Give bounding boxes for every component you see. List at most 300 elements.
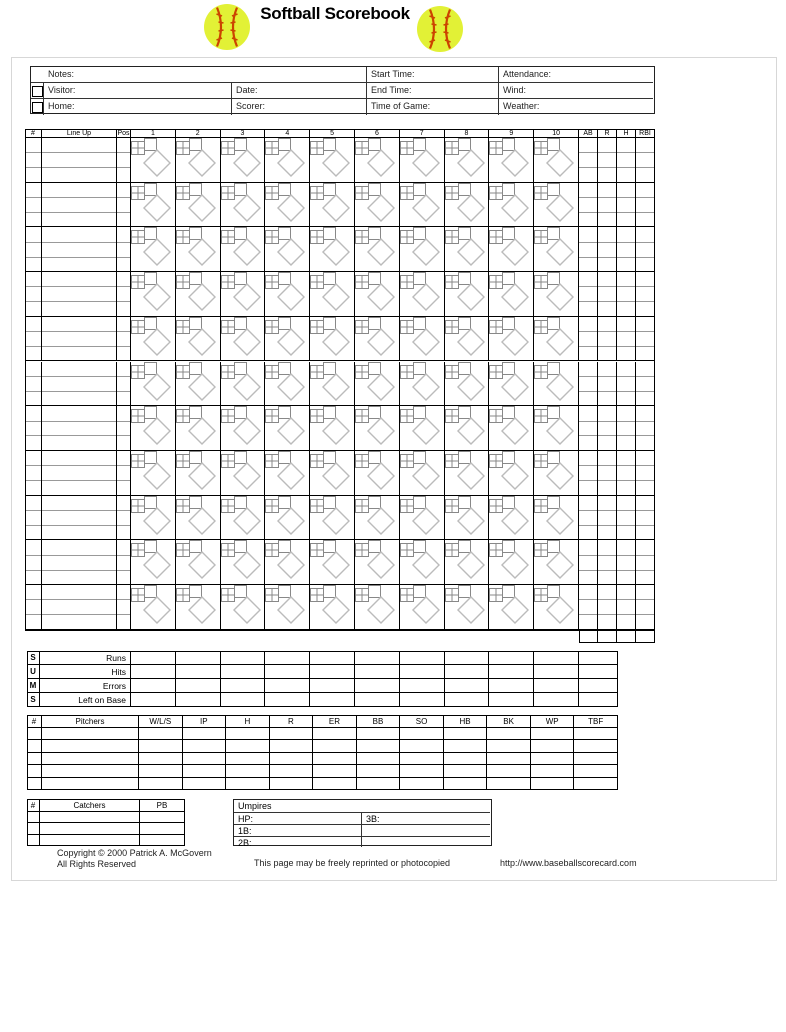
sub-row-line	[579, 152, 597, 153]
ab-cell	[579, 496, 598, 541]
col-header-10: 10	[534, 129, 579, 138]
sub-row-line	[117, 212, 130, 213]
sub-row-line	[636, 570, 654, 571]
scoring-cell	[221, 183, 266, 228]
pitcher-stat-cell	[574, 765, 618, 777]
scoring-cell	[131, 496, 176, 541]
sub-row-line	[617, 555, 635, 556]
h-cell	[617, 227, 636, 272]
sums-inning-cell	[131, 693, 176, 707]
catcher-stat-cell	[27, 835, 40, 846]
sub-row-line	[42, 167, 116, 168]
pitch-count-and-diamond-icon	[310, 227, 354, 271]
sub-row-line	[636, 346, 654, 347]
pitch-count-and-diamond-icon	[489, 451, 533, 495]
sub-row-line	[636, 555, 654, 556]
pitch-count-and-diamond-icon	[400, 317, 444, 361]
pitch-count-and-diamond-icon	[534, 451, 578, 495]
sub-row-line	[117, 480, 130, 481]
ab-cell	[579, 451, 598, 496]
scoring-cell	[265, 540, 310, 585]
scoring-cell	[355, 451, 400, 496]
sub-row-line	[598, 167, 616, 168]
pitch-count-and-diamond-icon	[310, 451, 354, 495]
sub-row-line	[42, 152, 116, 153]
pitch-count-and-diamond-icon	[400, 406, 444, 450]
pitch-count-and-diamond-icon	[176, 362, 220, 406]
scoring-cell	[221, 540, 266, 585]
scoring-cell	[355, 406, 400, 451]
umpire-2b-label: 2B:	[234, 836, 361, 848]
scoring-cell	[221, 272, 266, 317]
pitchers-col-header-w-l-s: W/L/S	[139, 715, 183, 728]
scoring-cell	[310, 138, 355, 183]
scoring-cell	[310, 227, 355, 272]
sub-row-line	[598, 510, 616, 511]
sums-row-label: Hits	[40, 665, 131, 679]
scoring-cell	[310, 183, 355, 228]
sub-row-line	[117, 391, 130, 392]
sub-row-line	[42, 286, 116, 287]
r-cell	[598, 183, 617, 228]
pitch-count-and-diamond-icon	[534, 496, 578, 540]
catcher-stat-cell	[40, 812, 140, 823]
stat-total-cell	[617, 630, 636, 643]
sub-row-line	[579, 257, 597, 258]
sub-row-line	[636, 152, 654, 153]
sub-row-line	[25, 257, 41, 258]
scoring-cell	[131, 183, 176, 228]
scoring-cell	[355, 183, 400, 228]
pitcher-stat-cell	[42, 753, 139, 765]
sums-letter: U	[27, 665, 40, 679]
sub-row-line	[598, 614, 616, 615]
scoring-cell	[400, 227, 445, 272]
scoring-cell	[310, 362, 355, 407]
scoring-cell	[265, 227, 310, 272]
pitcher-stat-cell	[487, 753, 531, 765]
sums-inning-cell	[221, 693, 266, 707]
sub-row-line	[636, 167, 654, 168]
sub-row-line	[42, 212, 116, 213]
sub-row-line	[579, 525, 597, 526]
h-cell	[617, 496, 636, 541]
r-cell	[598, 272, 617, 317]
pitch-count-and-diamond-icon	[400, 272, 444, 316]
scoring-cell	[131, 272, 176, 317]
sub-row-line	[579, 480, 597, 481]
sub-row-line	[25, 465, 41, 466]
sums-inning-cell	[310, 693, 355, 707]
scoring-cell	[489, 138, 534, 183]
scoring-cell	[131, 362, 176, 407]
scoring-cell	[489, 272, 534, 317]
r-cell	[598, 540, 617, 585]
scoring-cell	[221, 496, 266, 541]
sub-row-line	[25, 421, 41, 422]
sub-row-line	[598, 242, 616, 243]
sub-row-line	[25, 331, 41, 332]
sums-inning-cell	[355, 665, 400, 679]
sub-row-line	[598, 197, 616, 198]
sub-row-line	[25, 525, 41, 526]
sub-row-line	[617, 301, 635, 302]
scoring-cell	[400, 183, 445, 228]
pitcher-stat-cell	[183, 778, 227, 790]
sums-inning-cell	[265, 679, 310, 693]
pitch-count-and-diamond-icon	[489, 362, 533, 406]
sub-row-line	[617, 614, 635, 615]
scoring-cell	[310, 585, 355, 630]
sums-total-cell	[579, 665, 618, 679]
pitch-count-and-diamond-icon	[131, 227, 175, 271]
pitcher-stat-cell	[444, 765, 488, 777]
sub-row-line	[579, 555, 597, 556]
pitch-count-and-diamond-icon	[355, 272, 399, 316]
sums-inning-cell	[221, 679, 266, 693]
pitch-count-and-diamond-icon	[445, 227, 489, 271]
scoring-cell	[534, 406, 579, 451]
catchers-col-header--: #	[27, 799, 40, 812]
scoring-cell	[534, 585, 579, 630]
sums-inning-cell	[400, 693, 445, 707]
scoring-cell	[176, 272, 221, 317]
pitch-count-and-diamond-icon	[131, 362, 175, 406]
pitch-count-and-diamond-icon	[355, 183, 399, 227]
player-number-cell	[25, 272, 42, 317]
scoring-cell	[445, 227, 490, 272]
pitcher-stat-cell	[226, 728, 270, 740]
pitch-count-and-diamond-icon	[534, 227, 578, 271]
catchers-col-header-pb: PB	[140, 799, 185, 812]
pitch-count-and-diamond-icon	[400, 227, 444, 271]
scoring-cell	[445, 451, 490, 496]
pitcher-stat-cell	[27, 740, 42, 752]
sums-inning-cell	[310, 665, 355, 679]
pitch-count-and-diamond-icon	[176, 183, 220, 227]
reprint-note: This page may be freely reprinted or photocopied	[253, 858, 451, 868]
pitcher-stat-cell	[42, 765, 139, 777]
scoring-cell	[489, 540, 534, 585]
umpires-box	[233, 799, 492, 846]
pitch-count-and-diamond-icon	[489, 183, 533, 227]
sub-row-line	[617, 465, 635, 466]
sub-row-line	[617, 346, 635, 347]
sums-inning-cell	[265, 665, 310, 679]
pitch-count-and-diamond-icon	[221, 183, 265, 227]
pitch-count-and-diamond-icon	[489, 317, 533, 361]
scoring-grid	[25, 129, 655, 643]
pitch-count-and-diamond-icon	[355, 227, 399, 271]
r-cell	[598, 362, 617, 407]
pitchers-col-header-wp: WP	[531, 715, 575, 728]
h-cell	[617, 138, 636, 183]
sub-row-line	[42, 435, 116, 436]
lineup-cell	[42, 183, 117, 228]
col-header-3: 3	[221, 129, 266, 138]
pitch-count-and-diamond-icon	[400, 138, 444, 182]
pitch-count-and-diamond-icon	[355, 451, 399, 495]
pitch-count-and-diamond-icon	[355, 585, 399, 629]
sub-row-line	[617, 480, 635, 481]
sub-row-line	[636, 242, 654, 243]
copyright-line2: All Rights Reserved	[57, 859, 137, 869]
pitch-count-and-diamond-icon	[400, 183, 444, 227]
pitch-count-and-diamond-icon	[131, 138, 175, 182]
pitcher-stat-cell	[139, 778, 183, 790]
pitch-count-and-diamond-icon	[221, 317, 265, 361]
sub-row-line	[617, 391, 635, 392]
pitch-count-and-diamond-icon	[355, 138, 399, 182]
pitch-count-and-diamond-icon	[221, 540, 265, 584]
scoring-cell	[534, 272, 579, 317]
sub-row-line	[636, 435, 654, 436]
pitcher-stat-cell	[270, 740, 314, 752]
scoring-cell	[310, 406, 355, 451]
pitcher-stat-cell	[270, 765, 314, 777]
sub-row-line	[42, 421, 116, 422]
sub-row-line	[617, 152, 635, 153]
scoring-cell	[265, 406, 310, 451]
scoring-cell	[176, 138, 221, 183]
pos-cell	[117, 540, 131, 585]
scoring-cell	[445, 183, 490, 228]
scoring-cell	[534, 227, 579, 272]
scoring-cell	[176, 317, 221, 362]
pitcher-stat-cell	[183, 740, 227, 752]
scoring-cell	[445, 496, 490, 541]
sub-row-line	[42, 301, 116, 302]
scoring-cell	[176, 406, 221, 451]
scoring-cell	[534, 451, 579, 496]
ab-cell	[579, 540, 598, 585]
scoring-cell	[355, 362, 400, 407]
scoring-cell	[131, 227, 176, 272]
scoring-cell	[221, 451, 266, 496]
pitch-count-and-diamond-icon	[534, 183, 578, 227]
sub-row-line	[117, 421, 130, 422]
copyright-text	[57, 848, 212, 870]
pitcher-stat-cell	[531, 765, 575, 777]
pitcher-stat-cell	[313, 740, 357, 752]
col-header--: #	[25, 129, 42, 138]
umpire-3b-fill-cell	[361, 824, 490, 836]
sums-inning-cell	[534, 651, 579, 665]
sub-row-line	[25, 510, 41, 511]
pitch-count-and-diamond-icon	[310, 317, 354, 361]
pitcher-stat-cell	[139, 765, 183, 777]
home-checkbox-cell	[31, 99, 43, 115]
sub-row-line	[617, 331, 635, 332]
stat-total-cell	[579, 630, 598, 643]
pitch-count-and-diamond-icon	[355, 496, 399, 540]
pitcher-stat-cell	[400, 740, 444, 752]
scoring-cell	[400, 496, 445, 541]
pitcher-stat-cell	[226, 753, 270, 765]
sums-inning-cell	[400, 665, 445, 679]
col-header-pos: Pos	[117, 130, 130, 137]
sub-row-line	[579, 212, 597, 213]
sums-inning-cell	[176, 651, 221, 665]
end-time-label: End Time:	[366, 83, 498, 99]
sub-row-line	[636, 510, 654, 511]
umpires-title: Umpires	[238, 801, 272, 811]
umpire-2b-fill-cell	[361, 836, 490, 848]
sub-row-line	[617, 435, 635, 436]
scoring-cell	[310, 451, 355, 496]
player-number-cell	[25, 496, 42, 541]
scoring-cell	[355, 496, 400, 541]
date-label: Date:	[231, 83, 366, 99]
pitchers-col-header-bk: BK	[487, 715, 531, 728]
home-checkbox[interactable]	[32, 102, 43, 113]
scoring-cell	[265, 585, 310, 630]
sub-row-line	[617, 376, 635, 377]
pitchers-col-header-h: H	[226, 715, 270, 728]
pos-cell	[117, 317, 131, 362]
sub-row-line	[25, 152, 41, 153]
pitch-count-and-diamond-icon	[400, 362, 444, 406]
pitcher-stat-cell	[270, 753, 314, 765]
col-header-8: 8	[445, 129, 490, 138]
scoring-cell	[355, 540, 400, 585]
pitcher-stat-cell	[357, 740, 401, 752]
pitch-count-and-diamond-icon	[489, 227, 533, 271]
sub-row-line	[25, 346, 41, 347]
col-header-6: 6	[355, 129, 400, 138]
sums-inning-cell	[534, 693, 579, 707]
r-cell	[598, 406, 617, 451]
h-cell	[617, 183, 636, 228]
sub-row-line	[598, 212, 616, 213]
r-cell	[598, 585, 617, 630]
pos-cell	[117, 585, 131, 630]
scoring-cell	[534, 540, 579, 585]
pitch-count-and-diamond-icon	[221, 406, 265, 450]
sums-inning-cell	[221, 665, 266, 679]
ab-cell	[579, 406, 598, 451]
pitch-count-and-diamond-icon	[445, 585, 489, 629]
scoring-cell	[445, 540, 490, 585]
sub-row-line	[598, 570, 616, 571]
sub-row-line	[42, 346, 116, 347]
pitcher-stat-cell	[574, 728, 618, 740]
sub-row-line	[617, 570, 635, 571]
pitchers-col-header-bb: BB	[357, 715, 401, 728]
ab-cell	[579, 138, 598, 183]
sub-row-line	[598, 391, 616, 392]
pitch-count-and-diamond-icon	[221, 585, 265, 629]
sub-row-line	[117, 197, 130, 198]
scoring-cell	[400, 138, 445, 183]
sub-row-line	[25, 212, 41, 213]
sub-row-line	[42, 391, 116, 392]
sums-total-cell	[579, 679, 618, 693]
sub-row-line	[636, 599, 654, 600]
col-header-9: 9	[489, 129, 534, 138]
scoring-cell	[400, 406, 445, 451]
sub-row-line	[42, 570, 116, 571]
sub-row-line	[598, 376, 616, 377]
pitch-count-and-diamond-icon	[445, 272, 489, 316]
ab-cell	[579, 317, 598, 362]
pitch-count-and-diamond-icon	[489, 585, 533, 629]
pitch-count-and-diamond-icon	[131, 451, 175, 495]
scoring-cell	[400, 272, 445, 317]
pitch-count-and-diamond-icon	[534, 362, 578, 406]
sub-row-line	[117, 242, 130, 243]
stat-total-cell	[598, 630, 617, 643]
pitch-count-and-diamond-icon	[221, 138, 265, 182]
pos-cell	[117, 227, 131, 272]
sub-row-line	[42, 525, 116, 526]
player-number-cell	[25, 362, 42, 407]
scoring-cell	[221, 317, 266, 362]
ab-cell	[579, 183, 598, 228]
sums-total-cell	[579, 693, 618, 707]
pitch-count-and-diamond-icon	[176, 451, 220, 495]
visitor-label: Visitor:	[43, 83, 231, 99]
rbi-cell	[636, 317, 655, 362]
sub-row-line	[25, 614, 41, 615]
scoring-cell	[355, 317, 400, 362]
sub-row-line	[617, 242, 635, 243]
lineup-cell	[42, 272, 117, 317]
h-cell	[617, 540, 636, 585]
scoring-cell	[265, 272, 310, 317]
catcher-stat-cell	[40, 823, 140, 834]
pitch-count-and-diamond-icon	[221, 227, 265, 271]
sub-row-line	[42, 376, 116, 377]
col-header-r: R	[598, 129, 617, 138]
sub-row-line	[579, 197, 597, 198]
pitcher-stat-cell	[357, 778, 401, 790]
sub-row-line	[25, 376, 41, 377]
sub-row-line	[42, 599, 116, 600]
sub-row-line	[117, 465, 130, 466]
pitcher-stat-cell	[139, 753, 183, 765]
pitcher-stat-cell	[574, 740, 618, 752]
catcher-stat-cell	[40, 835, 140, 846]
sub-row-line	[636, 376, 654, 377]
visitor-checkbox[interactable]	[32, 86, 43, 97]
pitcher-stat-cell	[42, 778, 139, 790]
pitch-count-and-diamond-icon	[445, 540, 489, 584]
pos-cell	[117, 272, 131, 317]
scoring-cell	[131, 406, 176, 451]
scoring-cell	[534, 362, 579, 407]
pitch-count-and-diamond-icon	[176, 406, 220, 450]
h-cell	[617, 317, 636, 362]
pitch-count-and-diamond-icon	[445, 451, 489, 495]
pitch-count-and-diamond-icon	[265, 317, 309, 361]
sub-row-line	[579, 614, 597, 615]
pitchers-col-header--: #	[27, 715, 42, 728]
scoring-cell	[265, 496, 310, 541]
pitch-count-and-diamond-icon	[534, 406, 578, 450]
pitcher-stat-cell	[574, 753, 618, 765]
sub-row-line	[25, 570, 41, 571]
sub-row-line	[117, 555, 130, 556]
sub-row-line	[617, 525, 635, 526]
softball-icon-right	[416, 5, 464, 53]
sub-row-line	[117, 599, 130, 600]
pitcher-stat-cell	[139, 740, 183, 752]
sub-row-line	[42, 510, 116, 511]
sub-row-line	[598, 421, 616, 422]
pitcher-stat-cell	[400, 765, 444, 777]
pitcher-stat-cell	[574, 778, 618, 790]
